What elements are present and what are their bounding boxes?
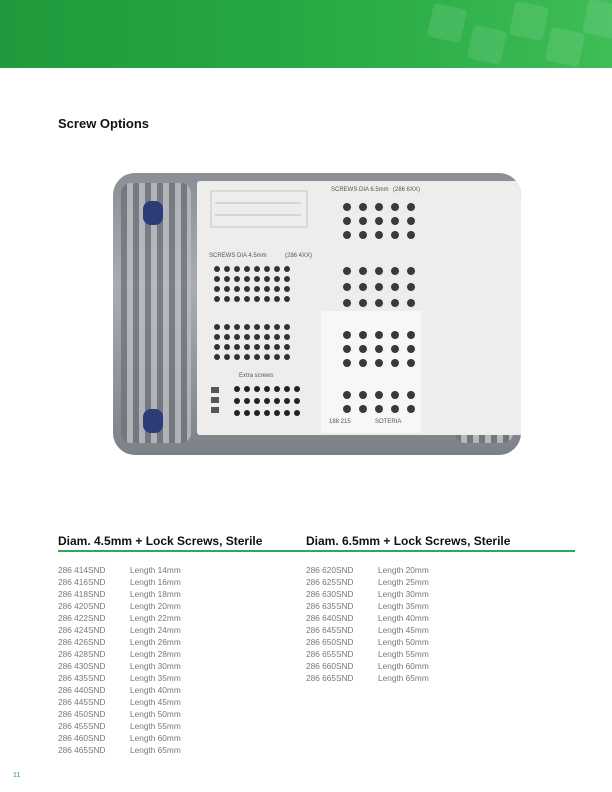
- screw-length: Length 22mm: [130, 613, 181, 623]
- screw-row: [306, 673, 446, 684]
- instrument-tray-photo: [113, 173, 521, 455]
- screw-row: [306, 565, 446, 576]
- section-title: Screw Options: [58, 116, 150, 131]
- header-tile: [427, 3, 467, 43]
- screw-code: 286 640SND: [306, 613, 354, 623]
- screw-row: [58, 673, 198, 684]
- screw-length: Length 45mm: [130, 697, 181, 707]
- screw-length: Length 55mm: [130, 721, 181, 731]
- screw-code: 286 645SND: [306, 625, 354, 635]
- screw-code: 286 460SND: [58, 733, 106, 743]
- screw-length: Length 55mm: [378, 649, 429, 659]
- screw-code: 286 650SND: [306, 637, 354, 647]
- tray-insert: [197, 181, 521, 435]
- screw-length: Length 30mm: [378, 589, 429, 599]
- screw-length: Length 24mm: [130, 625, 181, 635]
- tray-label-footer: SOTERIA: [375, 419, 402, 425]
- screw-length: Length 20mm: [378, 565, 429, 575]
- screw-code: 286 440SND: [58, 685, 106, 695]
- screw-code: 286 430SND: [58, 661, 106, 671]
- screw-row: [306, 649, 446, 660]
- screw-code: 286 450SND: [58, 709, 106, 719]
- screw-row: [58, 589, 198, 600]
- screw-code: 286 625SND: [306, 577, 354, 587]
- screw-code: 286 635SND: [306, 601, 354, 611]
- screw-length: Length 28mm: [130, 649, 181, 659]
- screw-length: Length 45mm: [378, 625, 429, 635]
- screw-length: Length 65mm: [378, 673, 429, 683]
- screw-length: Length 65mm: [130, 745, 181, 755]
- tray-knob-icon: [143, 201, 163, 225]
- screw-length: Length 40mm: [130, 685, 181, 695]
- screw-length: Length 50mm: [378, 637, 429, 647]
- screw-length: Length 30mm: [130, 661, 181, 671]
- screw-row: [306, 637, 446, 648]
- left-column-title: Diam. 4.5mm + Lock Screws, Sterile: [58, 534, 263, 548]
- screw-code: 286 465SND: [58, 745, 106, 755]
- screw-length: Length 20mm: [130, 601, 181, 611]
- header-band: [0, 0, 612, 68]
- screw-length: Length 60mm: [378, 661, 429, 671]
- tray-label-extra: Extra screws: [239, 373, 274, 379]
- screw-row: [306, 577, 446, 588]
- screw-code: 286 665SND: [306, 673, 354, 683]
- screw-row: [58, 685, 198, 696]
- screw-code: 286 620SND: [306, 565, 354, 575]
- header-tile: [545, 27, 585, 67]
- tray-insert-drawing: [197, 181, 521, 435]
- screw-code: 286 422SND: [58, 613, 106, 623]
- screw-row: [306, 613, 446, 624]
- tray-label-part-no: 188 215: [329, 419, 351, 425]
- screw-row: [58, 577, 198, 588]
- screw-row: [58, 733, 198, 744]
- screw-length: Length 35mm: [378, 601, 429, 611]
- screw-row: [306, 601, 446, 612]
- screw-code: 286 455SND: [58, 721, 106, 731]
- screw-row: [58, 601, 198, 612]
- screw-row: [58, 721, 198, 732]
- screw-row: [306, 661, 446, 672]
- header-tile: [582, 0, 612, 39]
- screw-length: Length 14mm: [130, 565, 181, 575]
- screw-row: [58, 649, 198, 660]
- screw-code: 286 630SND: [306, 589, 354, 599]
- screw-code: 286 428SND: [58, 649, 106, 659]
- tray-knob-icon: [143, 409, 163, 433]
- page-number: 11: [13, 772, 21, 779]
- screw-row: [306, 625, 446, 636]
- screw-row: [58, 613, 198, 624]
- right-column-title: Diam. 6.5mm + Lock Screws, Sterile: [306, 534, 511, 548]
- screw-row: [58, 637, 198, 648]
- screw-length: Length 18mm: [130, 589, 181, 599]
- screw-length: Length 25mm: [378, 577, 429, 587]
- screw-length: Length 35mm: [130, 673, 181, 683]
- screw-code: 286 445SND: [58, 697, 106, 707]
- screw-length: Length 16mm: [130, 577, 181, 587]
- screw-code: 286 424SND: [58, 625, 106, 635]
- screw-code: 286 655SND: [306, 649, 354, 659]
- green-divider: [58, 550, 575, 552]
- screw-row: [58, 661, 198, 672]
- screw-code: 286 416SND: [58, 577, 106, 587]
- tray-label-dia45-code: (286 4XX): [285, 253, 313, 259]
- screw-length: Length 40mm: [378, 613, 429, 623]
- header-tile: [467, 25, 507, 65]
- screw-row: [58, 697, 198, 708]
- screw-code: 286 420SND: [58, 601, 106, 611]
- screw-length: Length 50mm: [130, 709, 181, 719]
- screw-length: Length 26mm: [130, 637, 181, 647]
- screw-row: [58, 625, 198, 636]
- tray-label-dia45: SCREWS DIA 4.5mm: [209, 253, 267, 259]
- header-tile: [509, 1, 549, 41]
- tray-label-dia65-code: (286 6XX): [393, 187, 421, 193]
- screw-length: Length 60mm: [130, 733, 181, 743]
- screw-row: [306, 589, 446, 600]
- screw-code: 286 418SND: [58, 589, 106, 599]
- screw-row: [58, 745, 198, 756]
- screw-row: [58, 709, 198, 720]
- tray-label-dia65: SCREWS DIA 6.5mm: [331, 187, 389, 193]
- screw-code: 286 435SND: [58, 673, 106, 683]
- dia45-holes: [214, 266, 290, 360]
- screw-row: [58, 565, 198, 576]
- screw-code: 286 660SND: [306, 661, 354, 671]
- extra-screws-holes: [211, 386, 300, 416]
- screw-code: 286 426SND: [58, 637, 106, 647]
- screw-code: 286 414SND: [58, 565, 106, 575]
